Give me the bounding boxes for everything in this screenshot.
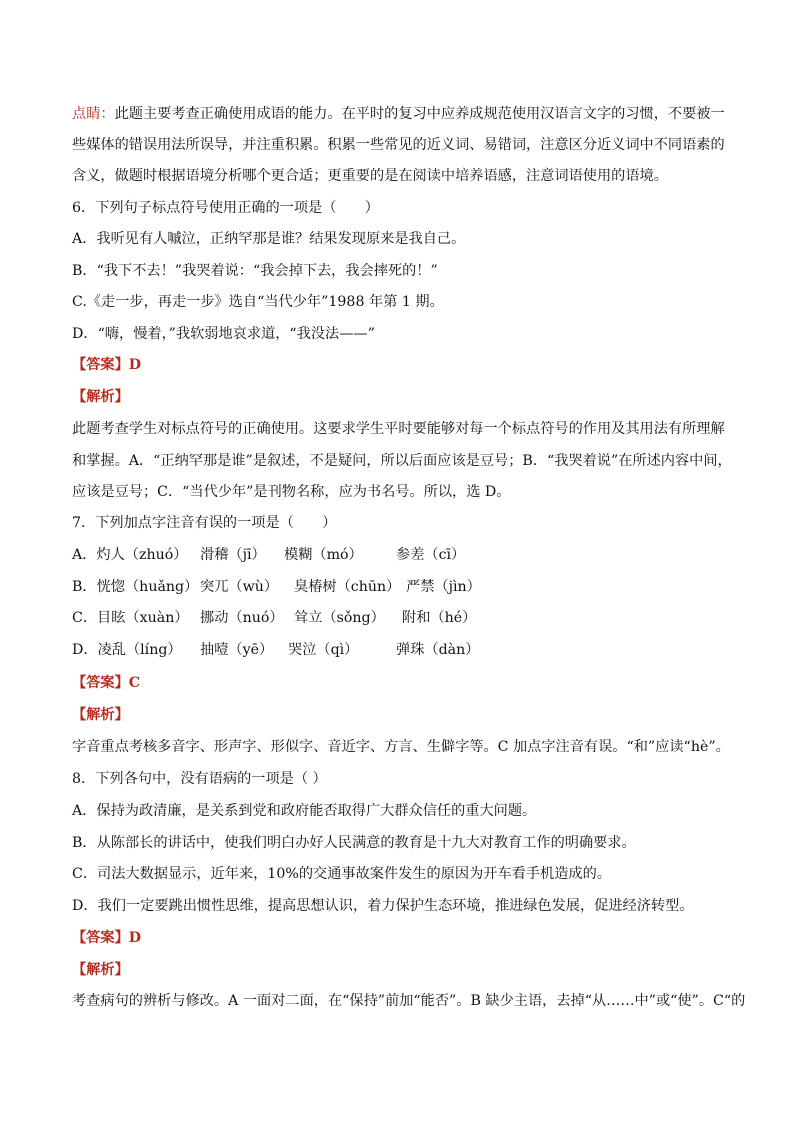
q8-option-a: A．保持为政清廉，是关系到党和政府能否取得广大群众信任的重大问题。 xyxy=(72,803,537,819)
q7-row-c xyxy=(72,608,476,628)
q6-option-b: B．“我下不去！”我哭着说：“我会掉下去，我会摔死的！” xyxy=(72,263,438,279)
q7-row-b xyxy=(72,577,481,597)
q7-stem: 7．下列加点字注音有误的一项是（ ） xyxy=(72,515,337,531)
q7-row-c-item-3: 耸立（sǒng） xyxy=(294,610,385,626)
q7-row-a-item-1: A．灼人（zhuó） xyxy=(72,547,188,563)
q6-analysis-label: 【解析】 xyxy=(72,389,129,405)
q7-row-d-item-1: D．凌乱（líng） xyxy=(72,642,182,658)
q7-row-a-item-4: 参差（cī） xyxy=(396,547,466,563)
q7-row-d-item-4: 弹珠（dàn） xyxy=(396,642,480,658)
q6-option-c: C.《走一步，再走一步》选自“当代少年”1988 年第 1 期。 xyxy=(72,294,444,310)
q6-option-a: A．我听见有人嘁泣，正纳罕那是谁？结果发现原来是我自己。 xyxy=(72,231,466,247)
q7-row-b-item-3: 臭椿树（chūn） xyxy=(294,579,401,595)
q7-row-c-item-2: 挪动（nuó） xyxy=(200,610,284,626)
q7-row-a-item-2: 滑稽（jī） xyxy=(200,547,266,563)
q7-row-b-item-2: 突兀（wù） xyxy=(200,579,279,595)
q8-option-b: B．从陈部长的讲话中，使我们明白办好人民满意的教育是十九大对教育工作的明确要求。 xyxy=(72,835,636,851)
q6-answer: 【答案】D xyxy=(72,357,142,373)
q7-row-d xyxy=(72,640,479,660)
q7-analysis-line-1: 字音重点考核多音字、形声字、形似字、音近字、方言、生僻字等。C 加点字注音有误。“和”应读“hè”。 xyxy=(72,739,730,755)
dianjing-line-2: 些媒体的错误用法所误导，并注重积累。积累一些常见的近义词、易错词，注意区分近义词中不同语素的 xyxy=(72,137,725,153)
q7-row-d-item-2: 抽噎（yē） xyxy=(200,642,274,658)
q7-row-b-item-1: B．恍惚（huǎng） xyxy=(72,579,199,595)
q8-answer: 【答案】D xyxy=(72,930,142,946)
dianjing-text: 此题主要考查正确使用成语的能力。在平时的复习中应养成规范使用汉语言文字的习惯，不要被一 xyxy=(114,106,725,122)
q7-row-c-item-4: 附和（hé） xyxy=(402,610,477,626)
q6-stem: 6．下列句子标点符号使用正确的一项是（ ） xyxy=(72,200,379,216)
q6-analysis-line-3: 应该是豆号；C．“当代少年”是刊物名称，应为书名号。所以，选 D。 xyxy=(72,484,511,500)
q6-option-d: D．“嗨，慢着，”我软弱地哀求道，“我没法——” xyxy=(72,326,375,342)
dianjing-line-1 xyxy=(72,104,725,124)
q7-row-a xyxy=(72,545,465,565)
dianjing-line-3: 含义，做题时根据语境分析哪个更合适；更重要的是在阅读中培养语感，注意词语使用的语境。 xyxy=(72,168,668,184)
q8-option-c: C．司法大数据显示，近年来，10%的交通事故案件发生的原因为开车看手机造成的。 xyxy=(72,866,611,882)
q6-analysis-line-2: 和掌握。A．“正纳罕那是谁”是叙述，不是疑问，所以后面应该是豆号；B．“我哭着说”在所述内容中间， xyxy=(72,453,732,469)
q8-stem: 8．下列各句中，没有语病的一项是（ ） xyxy=(72,771,327,787)
q7-row-c-item-1: C．目眩（xuàn） xyxy=(72,610,189,626)
q7-row-d-item-3: 哭泣（qì） xyxy=(288,642,359,658)
q7-answer: 【答案】C xyxy=(72,675,141,691)
q7-analysis-label: 【解析】 xyxy=(72,707,129,723)
q7-row-a-item-3: 模糊（mó） xyxy=(284,547,363,563)
dianjing-label: 点睛： xyxy=(72,106,115,122)
q7-row-b-item-4: 严禁（jìn） xyxy=(406,579,481,595)
q8-analysis-line-1: 考查病句的辨析与修改。A 一面对二面，在“保持”前加“能否”。B 缺少主语，去掉“从……中”或“使”。C“的 xyxy=(72,993,746,1009)
q8-option-d: D．我们一定要跳出惯性思维，提高思想认识，着力保护生态环境，推进绿色发展，促进经济转型。 xyxy=(72,898,694,914)
q8-analysis-label: 【解析】 xyxy=(72,962,129,978)
q6-analysis-line-1: 此题考查学生对标点符号的正确使用。这要求学生平时要能够对每一个标点符号的作用及其用法有所理解 xyxy=(72,421,725,437)
